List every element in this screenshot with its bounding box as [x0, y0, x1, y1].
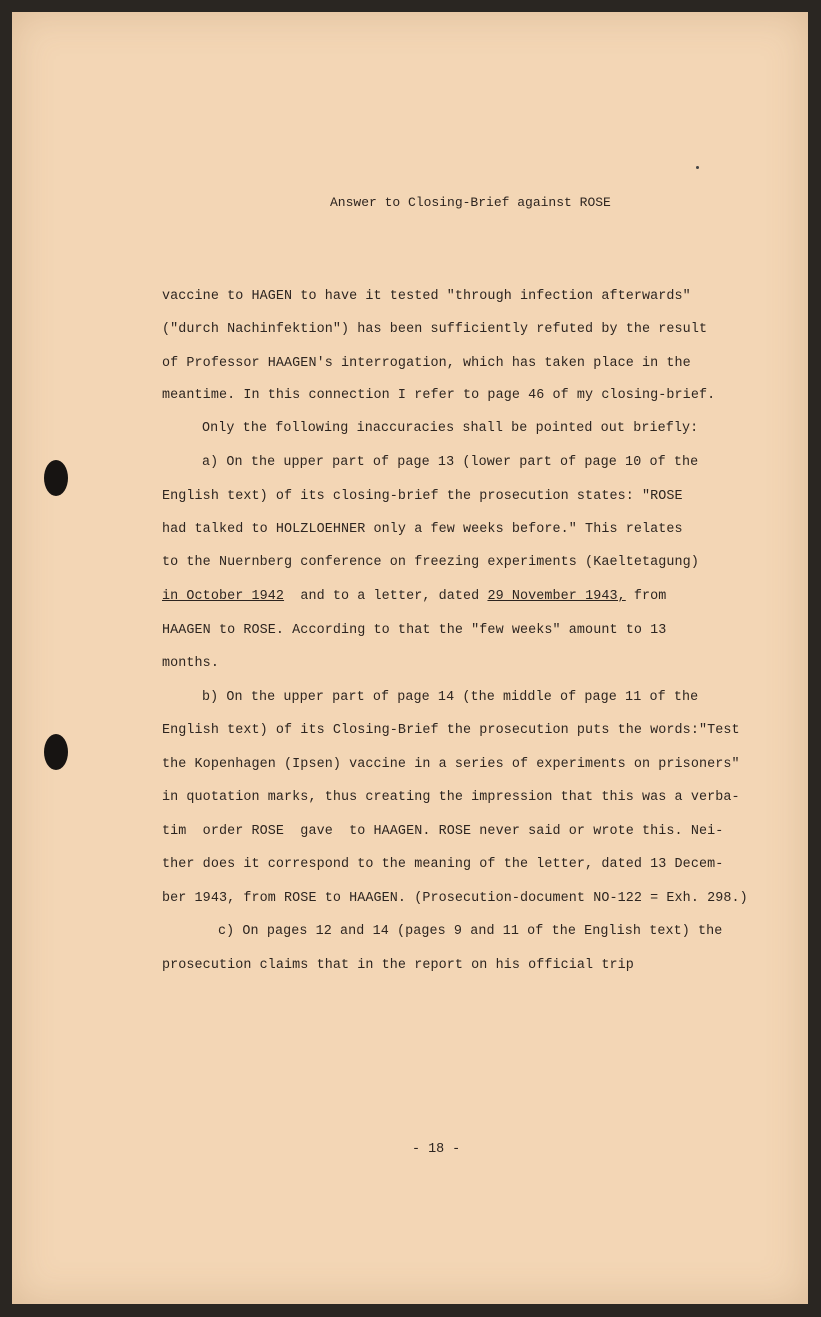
text-line: of Professor HAAGEN's interrogation, which has taken place in the: [162, 356, 691, 371]
text-line: English text) of its closing-brief the prosecution states: "ROSE: [162, 489, 683, 504]
text-line: had talked to HOLZLOEHNER only a few weeks before." This relates: [162, 522, 683, 537]
text-line: ber 1943, from ROSE to HAAGEN. (Prosecution-document NO-122 = Exh. 298.): [162, 891, 748, 906]
text-line: ("durch Nachinfektion") has been sufficiently refuted by the result: [162, 322, 708, 337]
underlined-date: 29 November 1943,: [487, 589, 626, 604]
text-line: [162, 589, 666, 604]
text-line: a) On the upper part of page 13 (lower part of page 10 of the: [202, 455, 699, 470]
text-line: vaccine to HAGEN to have it tested "through infection afterwards": [162, 289, 691, 304]
text-line: the Kopenhagen (Ipsen) vaccine in a series of experiments on prisoners": [162, 757, 740, 772]
text-fragment: from: [625, 589, 667, 604]
text-line: Only the following inaccuracies shall be pointed out briefly:: [202, 421, 699, 436]
text-line: c) On pages 12 and 14 (pages 9 and 11 of the English text) the: [218, 924, 723, 939]
text-line: months.: [162, 656, 219, 671]
punch-hole: [44, 460, 68, 496]
text-line: ther does it correspond to the meaning of the letter, dated 13 Decem-: [162, 857, 724, 872]
document-page: [12, 12, 808, 1304]
punch-hole: [44, 734, 68, 770]
text-line: prosecution claims that in the report on his official trip: [162, 958, 634, 973]
document-title: Answer to Closing-Brief against ROSE: [330, 195, 611, 210]
underlined-date: in October 1942: [162, 589, 285, 604]
text-line: to the Nuernberg conference on freezing experiments (Kaeltetagung): [162, 555, 699, 570]
page-number: - 18 -: [412, 1142, 461, 1157]
text-fragment: and to a letter, dated: [284, 589, 488, 604]
text-line: meantime. In this connection I refer to page 46 of my closing-brief.: [162, 388, 716, 403]
ink-speck: [696, 166, 699, 169]
text-line: in quotation marks, thus creating the impression that this was a verba-: [162, 790, 740, 805]
text-line: b) On the upper part of page 14 (the middle of page 11 of the: [202, 690, 699, 705]
text-line: HAAGEN to ROSE. According to that the "few weeks" amount to 13: [162, 623, 667, 638]
text-line: tim order ROSE gave to HAAGEN. ROSE never said or wrote this. Nei-: [162, 824, 724, 839]
text-line: English text) of its Closing-Brief the prosecution puts the words:"Test: [162, 723, 740, 738]
